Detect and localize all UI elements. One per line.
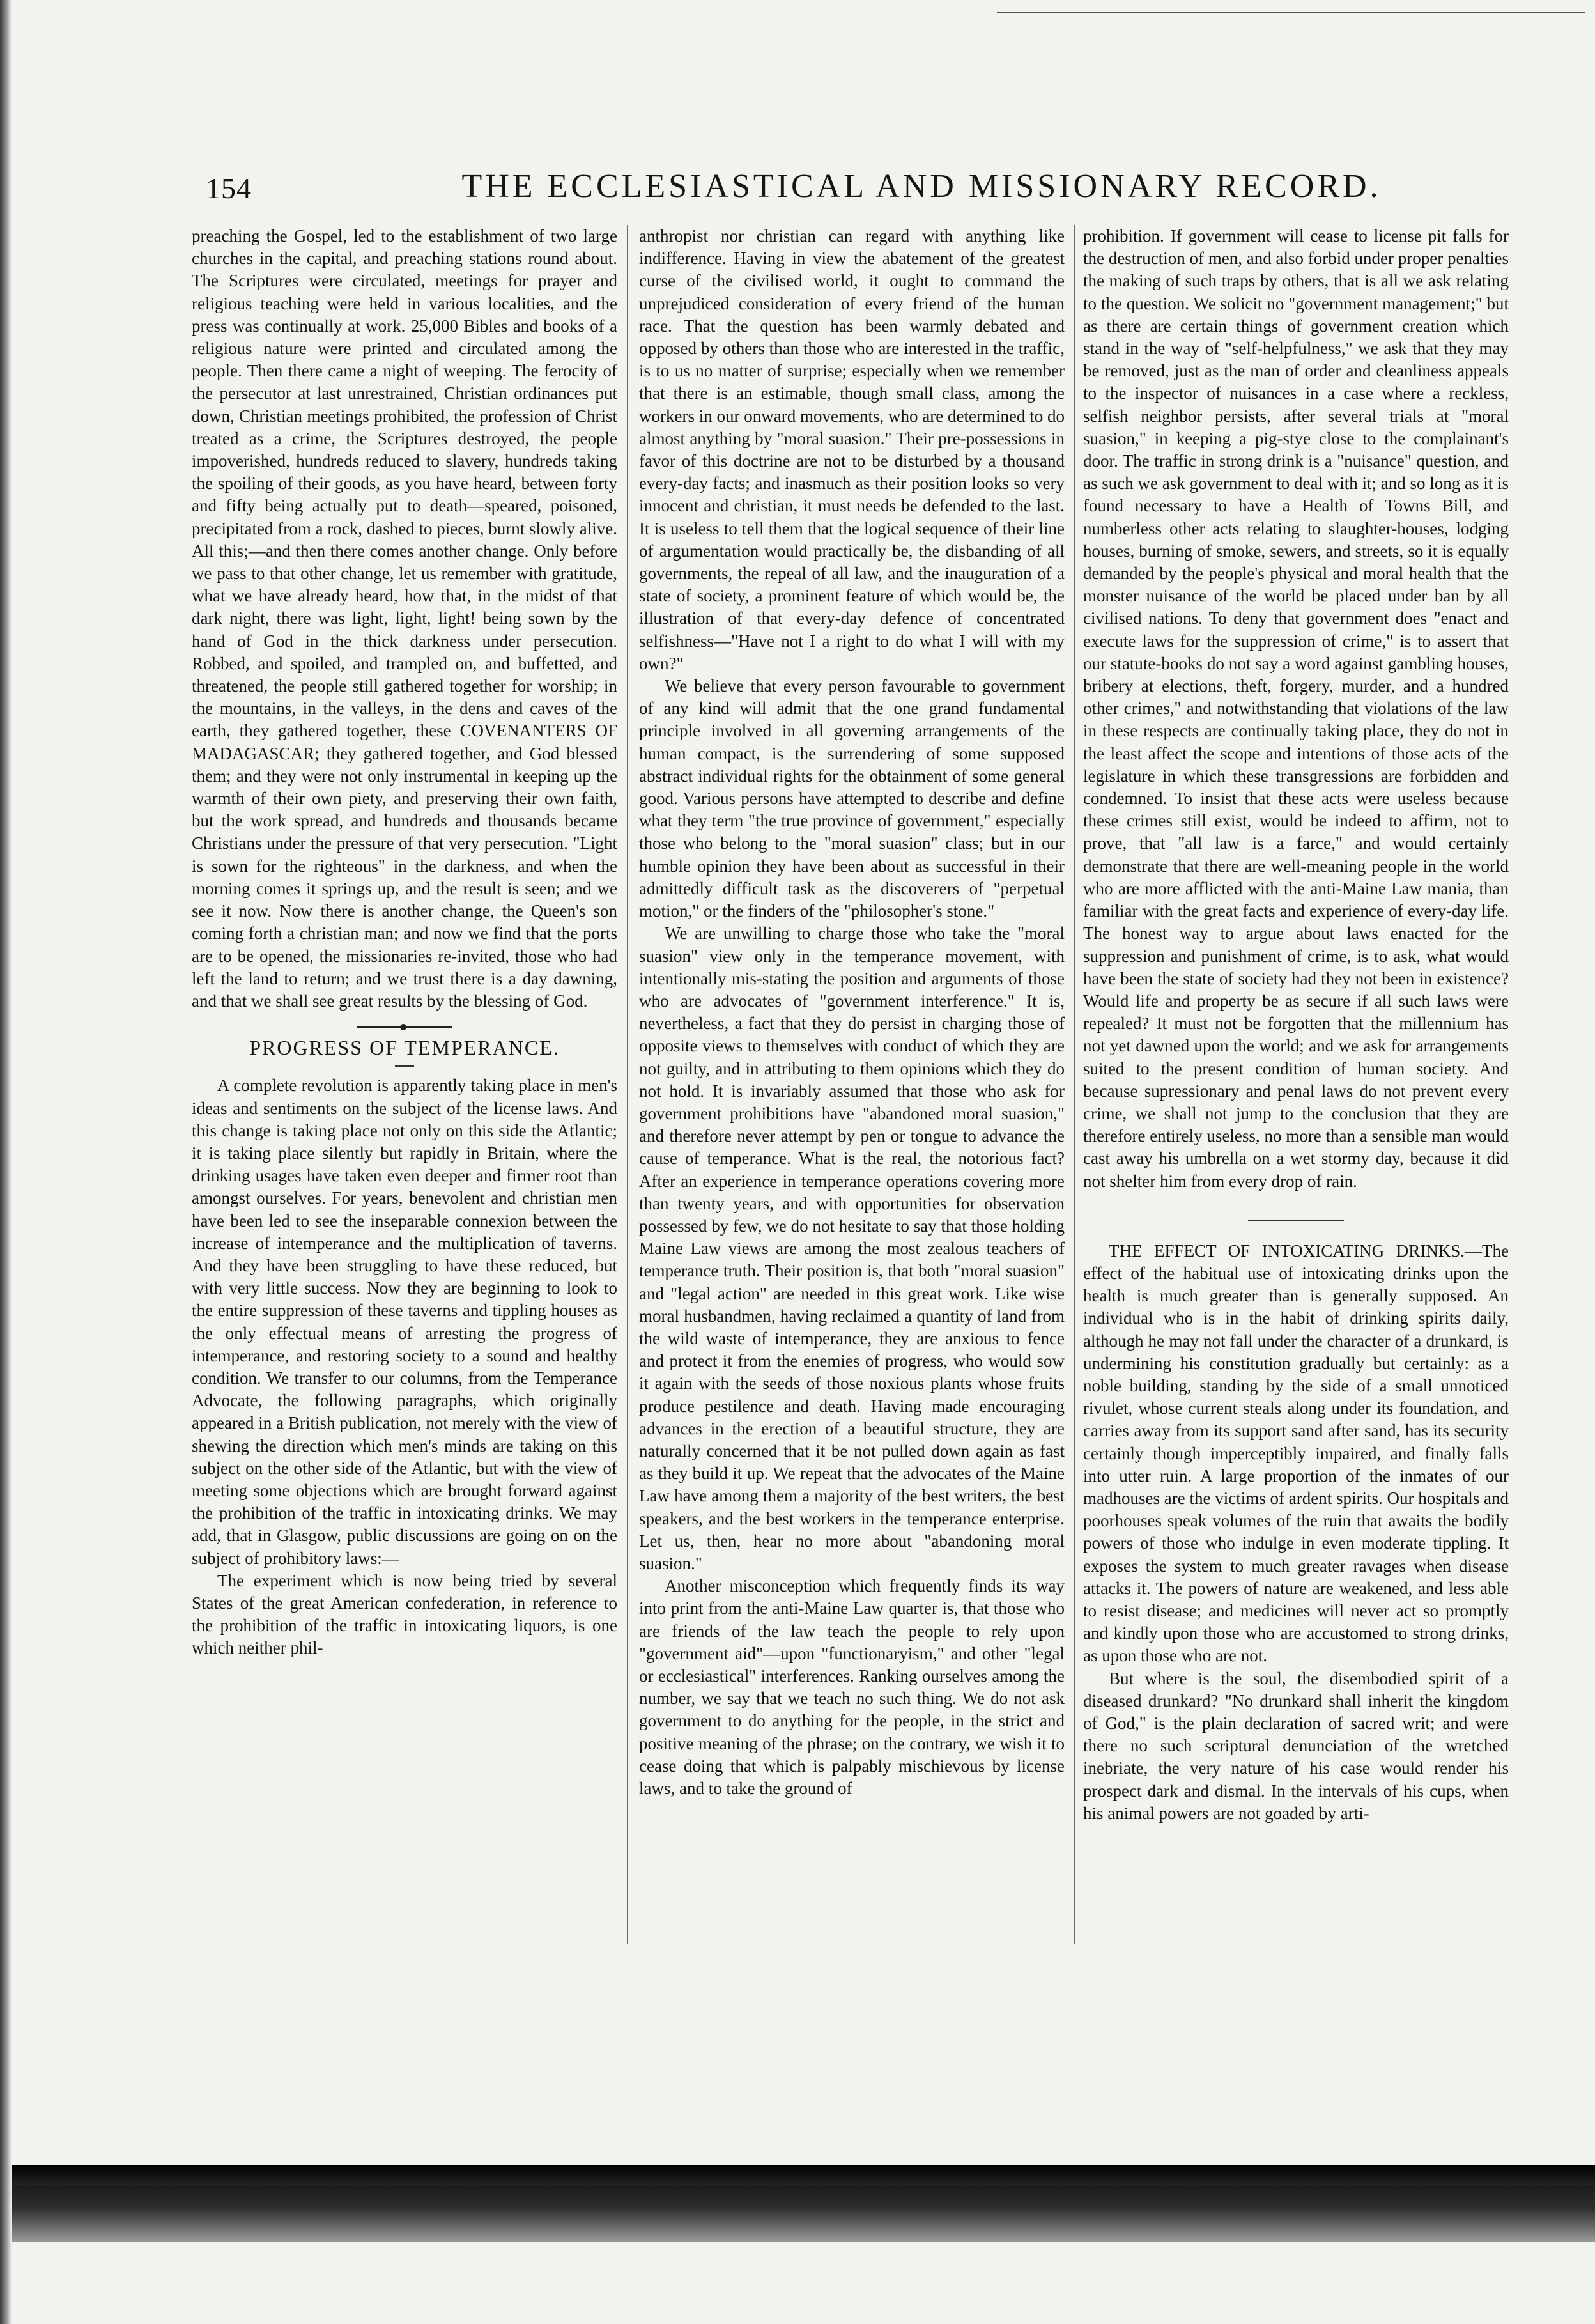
column-rule-2 bbox=[1074, 225, 1075, 1944]
article-divider bbox=[1248, 1220, 1344, 1221]
column-rule-1 bbox=[627, 225, 628, 1944]
section-divider bbox=[357, 1026, 452, 1028]
effect-runin-title: THE EFFECT OF INTOXICATING DRINKS. bbox=[1109, 1241, 1465, 1260]
effect-text: —The effect of the habitual use of intoxicating drinks upon the health is much greater than is generally supposed. An individual who is in the habit of drinking spirits daily, although he may not fall under the character of a drunkard, is undermining his constitution gradually but certainly: as a noble building, standing by the side of a small unnoticed rivulet, whose current steals along under its foundation, and carries away from its support sand after sand, has its security certainly though imperceptibly impaired, and finally falls into utter ruin. A large proportion of the inmates of our madhouses are the victims of ardent spirits. Our hospitals and poorhouses speak volumes of the ruin that awaits the bodily powers of those who indulge in even moderate tippling. It exposes the system to much greater ravages when disease attacks it. The powers of nature are weakened, and less able to resist disease; and medicines will never act so promptly and kindly upon those who are accustomed to strong drinks, as upon those who are not. bbox=[1083, 1241, 1509, 1666]
scan-bottom-band bbox=[12, 2165, 1595, 2242]
column-2 bbox=[639, 225, 1065, 1964]
soul-paragraph: But where is the soul, the disembodied spirit of a diseased drunkard? "No drunkard shall inherit the kingdom of God," is the plain declaration of sacred writ; and were there no such scriptural denunciation of the wretched inebriate, the very nature of his case would render his prospect dark and dismal. In the intervals of his cups, when his animal powers are not goaded by arti- bbox=[1083, 1668, 1509, 1823]
column-3 bbox=[1083, 225, 1509, 1964]
anthropist-paragraph: anthropist nor christian can regard with anything like indifference. Having in view the abatement of the greatest curse of the civilised world, it ought to command the unprejudiced consideration of every friend of the human race. That the question has been warmly debated and opposed by others than those who are interested in the traffic, is to us no matter of surprise; especially when we remember that there is an estimable, though small class, among the workers in our onward movements, who are determined to do almost anything by "moral suasion." Their pre-possessions in favor of this doctrine are not to be disturbed by a thousand every-day facts; and inasmuch as their position looks so very innocent and christian, it must needs be defended to the last. It is useless to tell them that the logical sequence of their line of argumentation would practically be, the disbanding of all governments, the repeal of all law, and the inauguration of a state of society, a prominent feature of which would be, the illustration of that every-day defence of concentrated selfishness—"Have not I a right to do what I will with my own?" bbox=[639, 226, 1065, 673]
misconception-paragraph: Another misconception which frequently finds its way into print from the anti-Maine Law quarter is, that those who are friends of the law teach the people to rely upon "government aid"—upon "functionaryism," and other "legal or ecclesiastical" interferences. Ranking ourselves among the number, we say that we teach no such thing. We do not ask government to do anything for the people, in the strict and positive meaning of the phrase; on the contrary, we wish it to cease doing that which is palpably mischievous by license laws, and to take the ground of bbox=[639, 1576, 1065, 1799]
government-paragraph: We believe that every person favourable to government of any kind will admit that the one grand fundamental principle involved in all governing arrangements of the human compact, is the surrendering of some supposed abstract individual rights for the obtainment of some general good. Various persons have attempted to describe and define what they term "the true province of government," especially those who belong to the "moral suasion" class; but in our humble opinion they have been about as successful in their admittedly difficult task as the discoverers of "perpetual motion," or the finders of the "philosopher's stone." bbox=[639, 676, 1065, 921]
title-dash bbox=[395, 1065, 414, 1067]
running-title: THE ECCLESIASTICAL AND MISSIONARY RECORD. bbox=[461, 168, 1382, 205]
effect-paragraph bbox=[1083, 1240, 1509, 1668]
column-1 bbox=[192, 225, 617, 1964]
experiment-paragraph: The experiment which is now being tried by several States of the great American confederation, in reference to the prohibition of the traffic in intoxicating liquors, is one which neither phil- bbox=[192, 1570, 617, 1658]
top-scan-line bbox=[997, 12, 1585, 13]
page-binding-shadow bbox=[0, 0, 12, 2324]
moral-suasion-paragraph: We are unwilling to charge those who take the "moral suasion" view only in the temperance movement, with intentionally mis-stating the position and arguments of those who are advocates of "government interference." It is, nevertheless, a fact that they do persist in charging those of opposite views to themselves with conduct of which they are not guilty, and in attributing to them opinions which they do not hold. It is invariably assumed that those who ask for government prohibitions have "abandoned moral suasion," and therefore never attempt by pen or tongue to advance the cause of temperance. What is the real, the notorious fact? After an experience in temperance operations covering more than twenty years, and with opportunities for observation possessed by few, we do not hesitate to say that those holding Maine Law views are among the most zealous teachers of temperance truth. Their position is, that both "moral suasion" and "legal action" are needed in this great work. Like wise moral husbandmen, having reclaimed a quantity of land from the wild waste of intemperance, they are anxious to fence and protect it from the enemies of progress, who would sow it again with the seeds of those noxious plants whose fruits produce pestilence and death. Having made encouraging advances in the erection of a beautiful structure, they are naturally concerned that it be not pulled down again as fast as they build it up. We repeat that the advocates of the Maine Law have among them a majority of the best writers, the best speakers, and the best workers in the temperance enterprise. Let us, then, hear no more about "abandoning moral suasion." bbox=[639, 924, 1065, 1573]
page-number: 154 bbox=[206, 172, 252, 205]
prohibition-paragraph: prohibition. If government will cease to license pit falls for the destruction of men, and also forbid under proper penalties the making of such traps by others, that is all we ask relating to the question. We solicit no "government management;" but as there are certain things of government creation which stand in the way of "self-helpfulness," we ask that they may be removed, just as the man of order and cleanliness appeals to the inspector of nuisances in a case where a reckless, selfish neighbor persists, after several trials at "moral suasion," in keeping a pig-stye close to the complainant's door. The traffic in strong drink is a "nuisance" question, and as such we ask government to deal with it; and so long as it is found necessary to have a Health of Towns Bill, and numberless other acts relating to slaughter-houses, lodging houses, burning of smoke, sewers, and streets, so it is equally demanded by the people's physical and moral health that the monster nuisance of the world be placed under ban by all civilised nations. To deny that government does "enact and execute laws for the suppression of crime," is to assert that our statute-books do not say a word against gambling houses, bribery at elections, theft, forgery, murder, and a hundred other crimes," and notwithstanding that violations of the law in these respects are continually taking place, they do not in the least affect the scope and intentions of those acts of the legislature in which these transgressions are forbidden and condemned. To insist that these acts were useless because these crimes still exist, would be indeed to affirm, not to prove, that "all law is a farce," and would certainly demonstrate that there are well-meaning people in the world who are more afflicted with the anti-Maine Law mania, than familiar with the great facts and experience of every-day life. The honest way to argue about laws enacted for the suppression and punishment of crime, is to ask, what would have been the state of society had they not been in existence? Would life and property be as secure if all such laws were repealed? It must not be forgotten that the millennium has not yet dawned upon the world; and we ask for arrangements suited to the present condition of human society. And because supressionary and penal laws do not prevent every crime, we shall not jump to the conclusion that they are therefore entirely useless, no more than a sensible man would cast away his umbrella on a wet stormy day, because it did not shelter him from every drop of rain. bbox=[1083, 226, 1509, 1191]
section-title: PROGRESS OF TEMPERANCE. bbox=[249, 1036, 560, 1060]
madagascar-paragraph: preaching the Gospel, led to the establishment of two large churches in the capital, and preaching stations round about. The Scriptures were circulated, meetings for prayer and religious teaching were held in various localities, and the press was continually at work. 25,000 Bibles and books of a religious nature were printed and circulated among the people. Then there came a night of weeping. The ferocity of the persecutor at last unrestrained, Christian ordinances put down, Christian meetings prohibited, the profession of Christ treated as a crime, the Scriptures destroyed, the people impoverished, hundreds reduced to slavery, hundreds taking the spoiling of their goods, as you have heard, between forty and fifty being actually put to death—speared, poisoned, precipitated from a rock, dashed to pieces, burnt slowly alive. All this;—and then there comes another change. Only before we pass to that other change, let us remember with gratitude, what we have already heard, how that, in the midst of that dark night, there was light, light, light! being sown by the hand of God in the thick darkness under persecution. Robbed, and spoiled, and trampled on, and buffetted, and threatened, the people still gathered together for worship; in the mountains, in the valleys, in the dens and caves of the earth, they gathered together, these COVENANTERS OF MADAGASCAR; they gathered together, and God blessed them; and they were not only instrumental in keeping up the warmth of their own piety, and preserving their own faith, but the work spread, and hundreds and thousands became Christians under the pressure of that very persecution. "Light is sown for the righteous" in the darkness, and when the morning comes it springs up, and the result is seen; and we see it now. Now there is another change, the Queen's son coming forth a christian man; and now we find that the ports are to be opened, the missionaries re-invited, those who had left the land to return; and we trust there is a day dawning, and that we shall see great results by the blessing of God. bbox=[192, 226, 617, 1011]
page-header bbox=[206, 167, 1474, 225]
temperance-intro-paragraph: A complete revolution is apparently taking place in men's ideas and sentiments on the subject of the license laws. And this change is taking place not only on this side the Atlantic; it is taking place silently but rapidly in Britain, where the drinking usages have taken even deeper and firmer root than amongst ourselves. For years, benevolent and christian men have been led to see the inseparable connexion between the increase of intemperance and the multiplication of taverns. And they have been struggling to have these reduced, but with very little success. Now they are beginning to look to the entire suppression of these taverns and tippling houses as the only effectual means of arresting the progress of intemperance, and restoring society to a sound and healthy condition. We transfer to our columns, from the Temperance Advocate, the following paragraphs, which originally appeared in a British publication, not merely with the view of shewing the direction which men's minds are taking on this subject on the other side of the Atlantic, but with the view of meeting some objections which are brought forward against the prohibition of the traffic in intoxicating drinks. We may add, that in Glasgow, public discussions are going on on the subject of prohibitory laws:— bbox=[192, 1076, 617, 1568]
